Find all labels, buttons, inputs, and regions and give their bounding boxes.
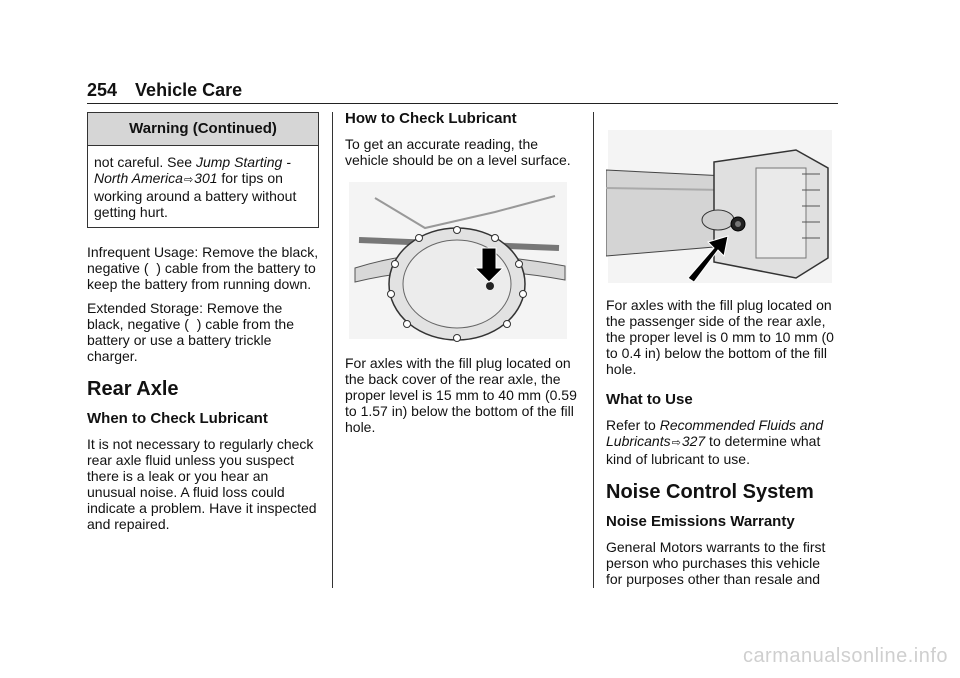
what-to-use-body	[606, 417, 840, 467]
what-to-use-heading: What to Use	[606, 391, 693, 408]
how-to-check-heading: How to Check Lubricant	[345, 110, 517, 127]
jump-starting-page[interactable]: 301	[194, 170, 218, 186]
xref-arrow-icon: ⇨	[183, 174, 194, 186]
rear-axle-cover-illustration	[345, 178, 571, 343]
infrequent-usage-text: Infrequent Usage: Remove the black, negative ( ) cable from the battery to keep the battery from running down.	[87, 244, 319, 292]
section-title: Vehicle Care	[135, 80, 243, 100]
xref-arrow-icon: ⇨	[671, 437, 681, 449]
warning-title: Warning (Continued)	[88, 113, 318, 146]
page-number: 254	[87, 80, 118, 100]
warning-text: not careful. See	[94, 154, 196, 170]
when-to-check-heading: When to Check Lubricant	[87, 410, 268, 427]
recommended-fluids-link[interactable]: Recommended Fluids and Lubricants	[606, 417, 824, 449]
what-to-use-prefix: Refer to	[606, 417, 660, 433]
how-to-check-intro: To get an accurate reading, the vehicle should be on a level surface.	[345, 136, 571, 168]
column-3	[606, 112, 840, 595]
column-divider-right	[593, 112, 594, 588]
column-1	[87, 112, 319, 540]
rear-axle-side-illustration	[606, 128, 834, 285]
warning-text-end: for tips on working around a battery without getting hurt.	[94, 170, 297, 220]
what-to-use-suffix: to determine what kind of lubricant to use.	[606, 433, 821, 467]
passenger-side-text: For axles with the fill plug located on the passenger side of the rear axle, the proper level is 0 mm to 10 mm (0 to 0.4 in) below the bottom of the fill hole.	[606, 297, 834, 377]
warning-box	[87, 112, 319, 228]
column-2	[345, 112, 577, 443]
noise-warranty-heading: Noise Emissions Warranty	[606, 513, 795, 530]
noise-warranty-body: General Motors warrants to the first person who purchases this vehicle for purposes other than resale and	[606, 539, 826, 587]
noise-control-heading: Noise Control System	[606, 481, 814, 503]
column-divider-left	[332, 112, 333, 588]
back-cover-text: For axles with the fill plug located on the back cover of the rear axle, the proper level is 15 mm to 40 mm (0.59 to 1.57 in) below the bottom of the fill hole.	[345, 355, 577, 435]
watermark: carmanualsonline.info	[742, 645, 948, 667]
header-rule	[87, 103, 838, 104]
extended-storage-text: Extended Storage: Remove the black, negative ( ) cable from the battery or use a battery trickle charger.	[87, 300, 294, 364]
recommended-fluids-page[interactable]: 327	[681, 433, 706, 449]
warning-body	[88, 146, 318, 227]
jump-starting-link[interactable]: Jump Starting - North America	[94, 154, 291, 186]
rear-axle-heading: Rear Axle	[87, 378, 179, 400]
page-header	[87, 80, 242, 101]
when-to-check-body: It is not necessary to regularly check rear axle fluid unless you suspect there is a leak or you hear an unusual noise. A fluid loss could indicate a problem. Have it inspected and repaired.	[87, 436, 317, 532]
